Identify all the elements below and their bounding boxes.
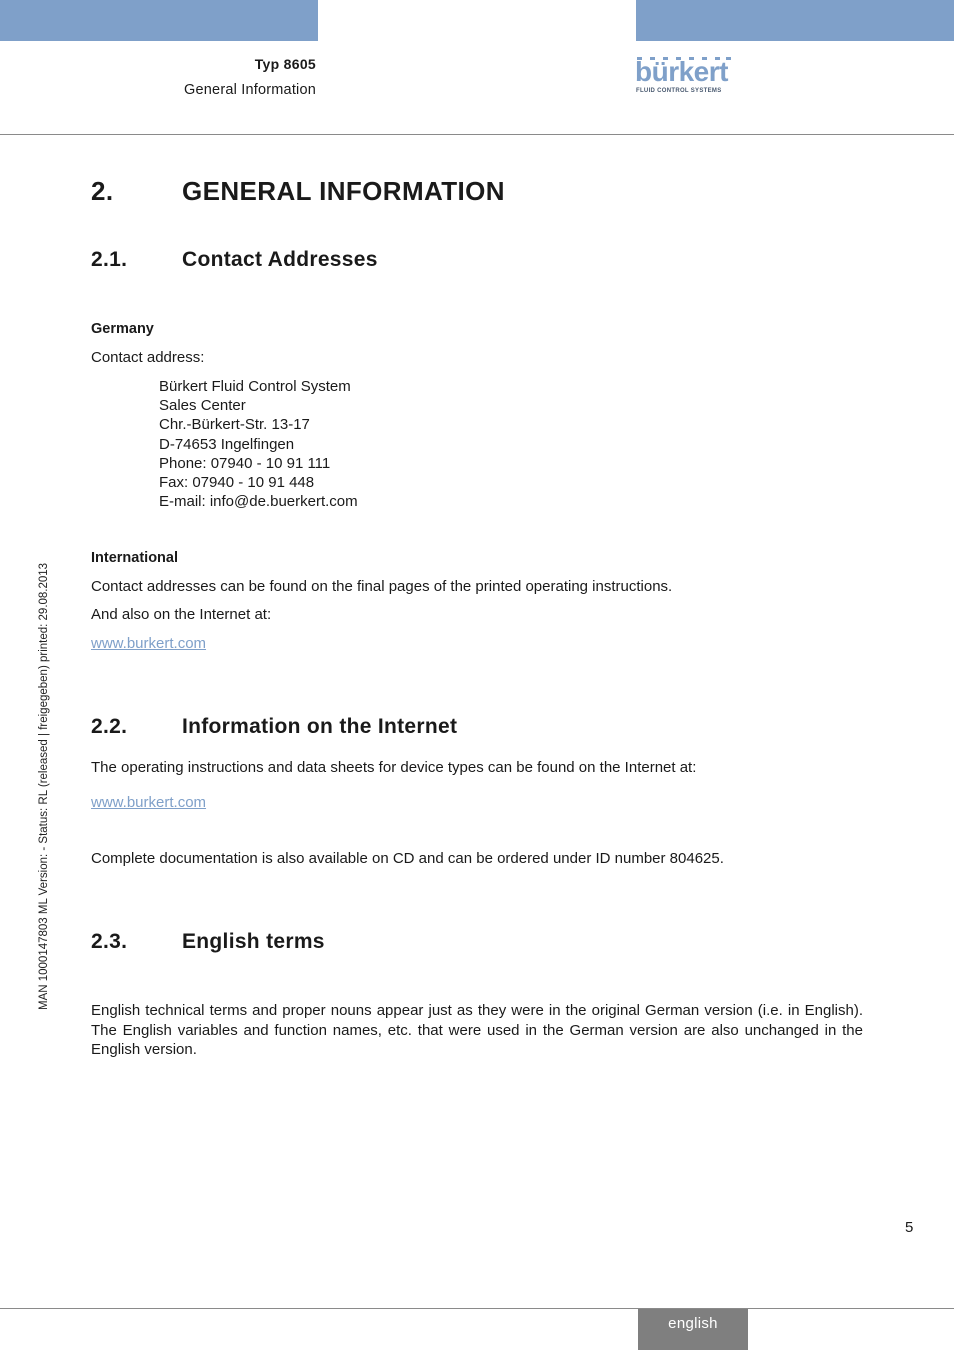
chapter-title: GENERAL INFORMATION <box>182 176 505 206</box>
section-number: 2.2. <box>91 715 128 738</box>
address-line: Bürkert Fluid Control System <box>159 378 351 395</box>
address-line: Phone: 07940 - 10 91 111 <box>159 454 331 472</box>
header-bar-left <box>0 0 318 41</box>
header-section-label: General Information <box>184 82 316 98</box>
section-title: English terms <box>182 930 325 953</box>
international-label: International <box>91 550 179 566</box>
address-line: D-74653 Ingelfingen <box>159 435 295 453</box>
address-line: Sales Center <box>159 397 246 415</box>
document-side-info: MAN 1000147803 ML Version: - Status: RL (released | freigegeben) printed: 29.08.2013 <box>38 562 50 1010</box>
burkert-link[interactable]: www.burkert.com <box>91 635 207 652</box>
address-line: Chr.-Bürkert-Str. 13-17 <box>159 416 310 434</box>
header-divider <box>0 134 954 135</box>
footer-divider <box>0 1308 954 1309</box>
section-heading-english-terms <box>91 930 325 954</box>
section-number: 2.1. <box>91 248 128 271</box>
section-heading-internet <box>91 715 457 739</box>
language-tab: english <box>638 1309 748 1350</box>
english-terms-paragraph: English technical terms and proper nouns appear just as they were in the original German version (i.e. in English). The English variables and function names, etc. that were used in the German version are also unchanged in the English version. <box>91 1002 863 1058</box>
international-text: Contact addresses can be found on the final pages of the printed operating instructions. <box>91 578 673 595</box>
burkert-link[interactable]: www.burkert.com <box>91 794 207 811</box>
contact-address-label: Contact address: <box>91 349 205 366</box>
internet-info-text: The operating instructions and data sheets for device types can be found on the Internet at: <box>91 759 697 776</box>
header-bar-right <box>636 0 954 41</box>
germany-label: Germany <box>91 321 154 337</box>
logo-word: bürkert <box>635 56 728 87</box>
cd-documentation-text: Complete documentation is also available on CD and can be ordered under ID number 804625. <box>91 850 724 867</box>
header-type-label: Typ 8605 <box>254 56 316 72</box>
chapter-number: 2. <box>91 176 114 206</box>
section-heading-contact <box>91 248 378 272</box>
section-number: 2.3. <box>91 930 128 953</box>
address-line: E-mail: info@de.buerkert.com <box>159 493 358 511</box>
internet-text: And also on the Internet at: <box>91 606 272 623</box>
address-line: Fax: 07940 - 10 91 448 <box>159 474 315 492</box>
section-title: Information on the Internet <box>182 715 458 738</box>
address-block <box>159 377 358 511</box>
page-number: 5 <box>905 1219 914 1236</box>
logo-tagline: FLUID CONTROL SYSTEMS <box>636 88 722 94</box>
section-title: Contact Addresses <box>182 248 378 271</box>
burkert-logo <box>635 57 735 97</box>
chapter-heading <box>91 176 505 207</box>
